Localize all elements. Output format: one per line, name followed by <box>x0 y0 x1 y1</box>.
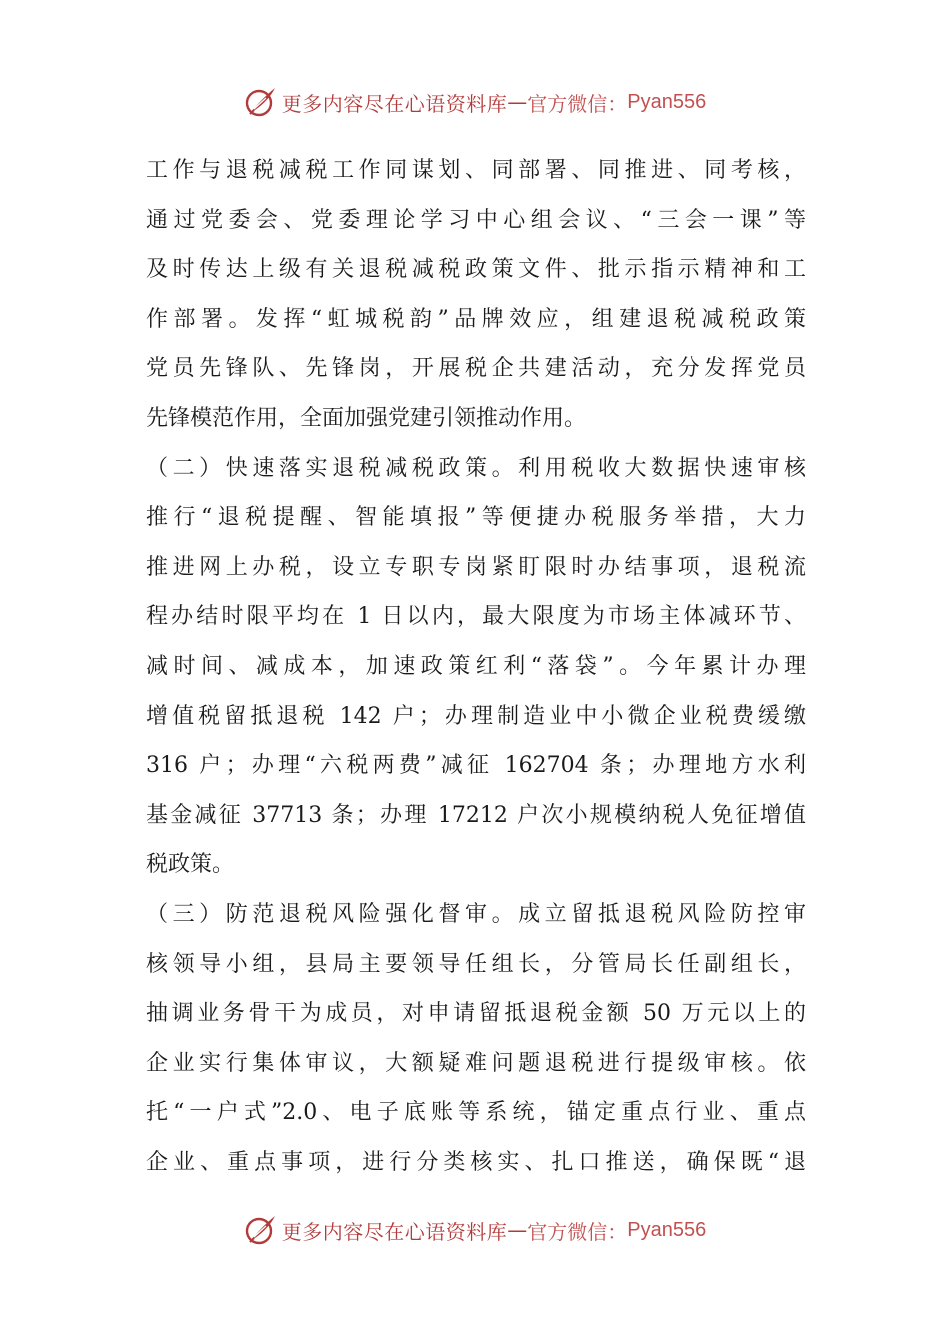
footer-banner <box>0 1208 950 1252</box>
quill-pen-logo-icon <box>244 85 278 119</box>
banner-wechat-id: Pyan556 <box>627 1218 707 1241</box>
body-line: 及时传达上级有关退税减税政策文件、批示指示精神和工 <box>146 257 806 283</box>
body-line: 托“一户式”2.0、电子底账等系统，锚定重点行业、重点 <box>146 1100 806 1126</box>
body-line: 推进网上办税，设立专职专岗紧盯限时办结事项，退税流 <box>146 554 806 580</box>
document-body <box>146 146 806 1187</box>
body-line: 基金减征 37713 条；办理 17212 户次小规模纳税人免征增值 <box>146 802 806 828</box>
body-line: 316 户；办理“六税两费”减征 162704 条；办理地方水利 <box>146 753 806 779</box>
quill-pen-logo-icon <box>244 1213 278 1247</box>
body-line: 企业实行集体审议，大额疑难问题退税进行提级审核。依 <box>146 1050 806 1076</box>
body-line: 税政策。 <box>146 852 235 878</box>
body-line: 抽调业务骨干为成员，对申请留抵退税金额 50 万元以上的 <box>146 1001 806 1027</box>
body-line: 先锋模范作用，全面加强党建引领推动作用。 <box>146 405 587 431</box>
body-line: 企业、重点事项，进行分类核实、扎口推送，确保既“退 <box>146 1149 806 1175</box>
banner-separator: — <box>507 1218 528 1242</box>
body-line: 核领导小组，县局主要领导任组长，分管局长任副组长， <box>146 951 806 977</box>
banner-separator: — <box>507 90 528 114</box>
banner-wechat-label: 官方微信： <box>527 91 628 116</box>
body-line: 程办结时限平均在 1 日以内，最大限度为市场主体减环节、 <box>146 604 806 630</box>
banner-wechat-id: Pyan556 <box>627 90 707 113</box>
banner-slogan: 更多内容尽在心语资料库 <box>281 1219 508 1244</box>
banner-slogan: 更多内容尽在心语资料库 <box>281 91 508 116</box>
body-line: 工作与退税减税工作同谋划、同部署、同推进、同考核， <box>146 158 806 183</box>
body-line: 增值税留抵退税 142 户；办理制造业中小微企业税费缓缴 <box>146 703 806 729</box>
body-line: 党员先锋队、先锋岗，开展税企共建活动，充分发挥党员 <box>146 356 806 382</box>
body-line: 通过党委会、党委理论学习中心组会议、“三会一课”等 <box>146 207 806 233</box>
body-line: 推行“退税提醒、智能填报”等便捷办税服务举措，大力 <box>146 505 806 531</box>
banner-wechat-label: 官方微信： <box>527 1219 628 1244</box>
header-banner <box>0 80 950 124</box>
body-line: 作部署。发挥“虹城税韵”品牌效应，组建退税减税政策 <box>146 306 806 332</box>
section-heading-line: （二）快速落实退税减税政策。利用税收大数据快速审核 <box>146 455 806 481</box>
section-heading-line: （三）防范退税风险强化督审。成立留抵退税风险防控审 <box>146 901 806 927</box>
body-line: 减时间、减成本，加速政策红利“落袋”。今年累计办理 <box>146 653 806 679</box>
